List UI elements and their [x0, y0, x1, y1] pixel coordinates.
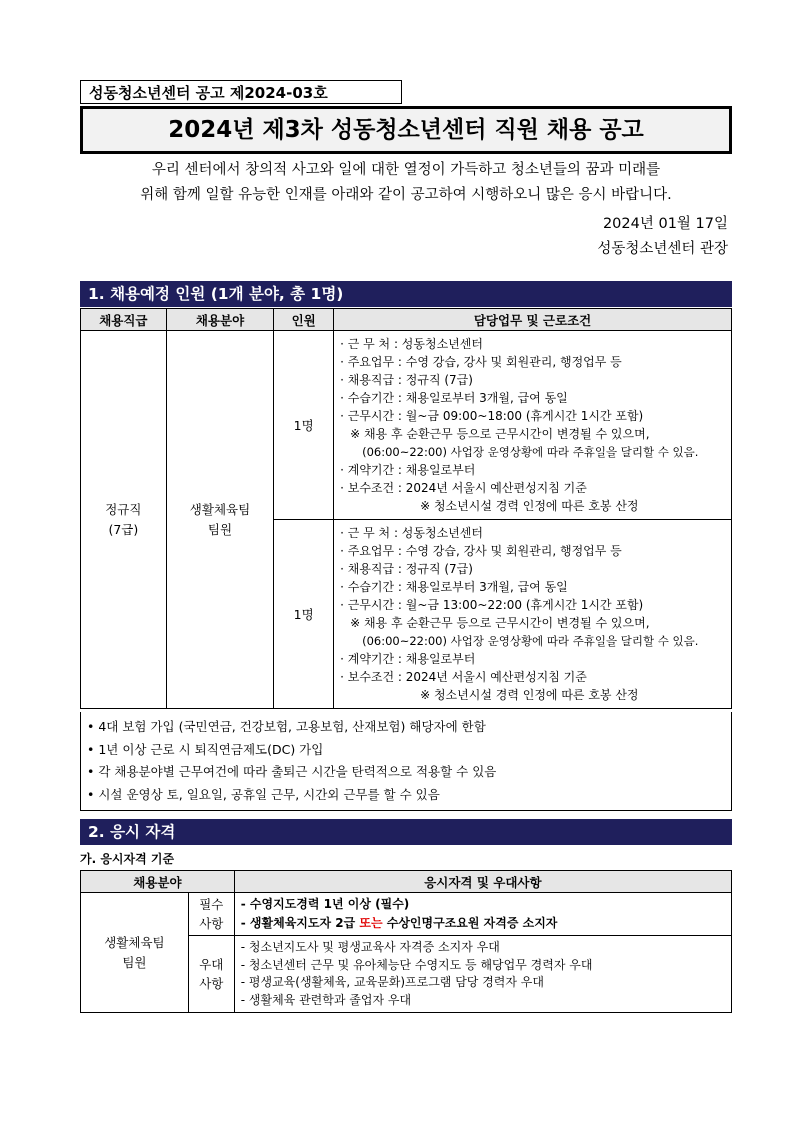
table-row: [81, 331, 732, 520]
list-item: • 4대 보험 가입 (국민연금, 건강보험, 고용보험, 산재보험) 해당자에 한함: [87, 719, 486, 734]
intro-line: 우리 센터에서 창의적 사고와 일에 대한 열정이 가득하고 청소년들의 꿈과 미래를: [151, 162, 661, 178]
notice-date: 2024년 01월 17일: [602, 216, 728, 232]
duty-line: · 수습기간 : 채용일로부터 3개월, 급여 동일: [340, 580, 568, 594]
field-cell: [166, 331, 274, 709]
duty-line: · 채용직급 : 정규직 (7급): [340, 373, 473, 387]
duty-cell: [334, 520, 732, 709]
duty-note: ※ 채용 후 순환근무 등으로 근무시간이 변경될 수 있으며,: [350, 616, 650, 630]
preferred-item: - 생활체육 관련학과 졸업자 우대: [240, 992, 412, 1007]
section2-heading: 2. 응시 자격: [80, 819, 732, 845]
required-label-cell: [188, 893, 234, 936]
count-cell: 1명: [274, 331, 334, 520]
duty-line: · 근무시간 : 월~금 09:00~18:00 (휴게시간 1시간 포함): [340, 409, 644, 423]
list-item: • 시설 운영상 토, 일요일, 공휴일 근무, 시간외 근무를 할 수 있음: [87, 786, 440, 802]
qualification-table: [80, 870, 732, 1013]
required-item: [241, 914, 725, 933]
duty-note: (06:00~22:00) 사업장 운영상황에 따라 주휴일을 달리할 수 있음.: [362, 634, 699, 648]
duty-note: ※ 채용 후 순환근무 등으로 근무시간이 변경될 수 있으며,: [350, 427, 650, 441]
table-header-row: [81, 871, 732, 893]
recruitment-table: [80, 308, 732, 709]
or-text: 또는: [359, 916, 383, 930]
notice-number: 성동청소년센터 공고 제2024-03호: [80, 80, 402, 104]
duty-line: · 근무시간 : 월~금 13:00~22:00 (휴게시간 1시간 포함): [340, 598, 644, 612]
required-item: - 수영지도경력 1년 이상 (필수): [240, 897, 410, 911]
intro-paragraph: [80, 158, 732, 208]
col-header: 채용분야: [81, 871, 235, 893]
grade-cell: [81, 331, 167, 709]
preferred-cell: [234, 936, 731, 1013]
table-row: [81, 893, 732, 936]
preferred-item: - 청소년센터 근무 및 유아체능단 수영지도 등 해당업무 경력자 우대: [240, 957, 593, 972]
field-label: 생활체육팀: [104, 934, 165, 950]
list-item: • 1년 이상 근로 시 퇴직연금제도(DC) 가입: [87, 741, 324, 757]
duty-line: · 수습기간 : 채용일로부터 3개월, 급여 동일: [340, 391, 568, 405]
duty-line: · 채용직급 : 정규직 (7급): [340, 562, 473, 576]
duty-line: · 보수조건 : 2024년 서울시 예산편성지침 기준: [340, 670, 587, 684]
required-text: - 생활체육지도자 2급: [240, 916, 360, 930]
col-header: 응시자격 및 우대사항: [234, 871, 731, 893]
table-header-row: [81, 309, 732, 331]
preferred-label: 우대: [199, 957, 224, 972]
preferred-item: - 평생교육(생활체육, 교육문화)프로그램 담당 경력자 우대: [240, 975, 544, 989]
duty-line: · 계약기간 : 채용일로부터: [340, 463, 476, 477]
preferred-label: 사항: [199, 976, 224, 991]
duty-note: (06:00~22:00) 사업장 운영상황에 따라 주휴일을 달리할 수 있음.: [362, 445, 699, 459]
preferred-label-cell: [188, 936, 234, 1013]
col-header: 채용분야: [166, 309, 274, 331]
page-title: 2024년 제3차 성동청소년센터 직원 채용 공고: [80, 106, 732, 154]
grade-sub: (7급): [108, 521, 139, 537]
required-label: 사항: [199, 916, 224, 931]
conditions-list: [80, 712, 732, 811]
field-sub: 팀원: [207, 521, 233, 537]
section2-subheading: 가. 응시자격 기준: [80, 852, 175, 866]
issuer: 성동청소년센터 관장: [597, 241, 728, 257]
intro-line: 위해 함께 일할 유능한 인재를 아래와 같이 공고하여 시행하오니 많은 응시 바랍니다.: [140, 187, 672, 203]
duty-line: · 주요업무 : 수영 강습, 강사 및 회원관리, 행정업무 등: [340, 355, 622, 369]
duty-line: · 근 무 처 : 성동청소년센터: [340, 526, 483, 540]
field-cell: [81, 893, 189, 1013]
field-label: 생활체육팀: [189, 501, 251, 517]
required-text: 수상인명구조요원 자격증 소지자: [382, 916, 558, 930]
col-header: 인원: [274, 309, 334, 331]
date-block: [597, 212, 728, 262]
count-cell: 1명: [274, 520, 334, 709]
list-item: • 각 채용분야별 근무여건에 따라 출퇴근 시간을 탄력적으로 적용할 수 있음: [87, 764, 497, 779]
col-header: 담당업무 및 근로조건: [334, 309, 732, 331]
duty-cell: [334, 331, 732, 520]
section1-heading: 1. 채용예정 인원 (1개 분야, 총 1명): [80, 281, 732, 307]
required-label: 필수: [199, 897, 224, 912]
duty-line: · 계약기간 : 채용일로부터: [340, 652, 476, 666]
duty-note: ※ 청소년시설 경력 인정에 따른 호봉 산정: [420, 688, 639, 702]
field-sub: 팀원: [122, 954, 147, 970]
required-cell: [234, 893, 731, 936]
duty-line: · 근 무 처 : 성동청소년센터: [340, 337, 483, 351]
duty-line: · 보수조건 : 2024년 서울시 예산편성지침 기준: [340, 481, 587, 495]
col-header: 채용직급: [81, 309, 167, 331]
preferred-item: - 청소년지도사 및 평생교육사 자격증 소지자 우대: [240, 940, 500, 954]
grade-label: 정규직: [105, 501, 142, 517]
duty-note: ※ 청소년시설 경력 인정에 따른 호봉 산정: [420, 499, 639, 513]
duty-line: · 주요업무 : 수영 강습, 강사 및 회원관리, 행정업무 등: [340, 544, 622, 558]
